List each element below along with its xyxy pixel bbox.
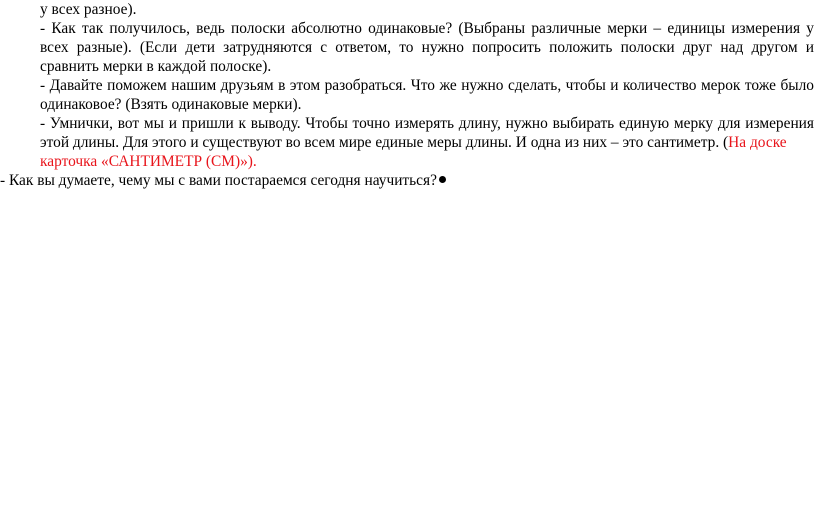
text-line-8: [40, 133, 814, 153]
board-note-card: карточка «САНТИМЕТР (СМ)»).: [40, 153, 257, 170]
text-line-8-main: этой длины. Для этого и существуют во всем мире единые меры длины. И одна из них – это сантиметр. (: [40, 134, 729, 151]
text-line-5: - Давайте поможем нашим друзьям в этом разобраться. Что же нужно сделать, чтобы и количество мерок тоже было: [40, 77, 814, 94]
text-line-4: сравнить мерки в каждой полоске).: [40, 58, 272, 75]
text-line-10: [0, 171, 446, 191]
question-text: - Как вы думаете, чему мы с вами постараемся сегодня научиться?: [0, 172, 437, 189]
text-line-3: всех разные). (Если дети затрудняются с ответом, то нужно попросить положить полоски друг над другом и: [40, 39, 814, 56]
text-line-2: - Как так получилось, ведь полоски абсолютно одинаковые? (Выбраны различные мерки – единицы измерения у: [40, 20, 814, 37]
text-line-1: у всех разное).: [40, 1, 137, 18]
text-line-7: - Умнички, вот мы и пришли к выводу. Чтобы точно измерять длину, нужно выбирать единую мерку для измерения: [40, 115, 814, 132]
bullet-dot-icon: [439, 176, 446, 183]
board-note-start: На доске: [728, 134, 787, 151]
text-line-6: одинаковое? (Взять одинаковые мерки).: [40, 96, 302, 113]
